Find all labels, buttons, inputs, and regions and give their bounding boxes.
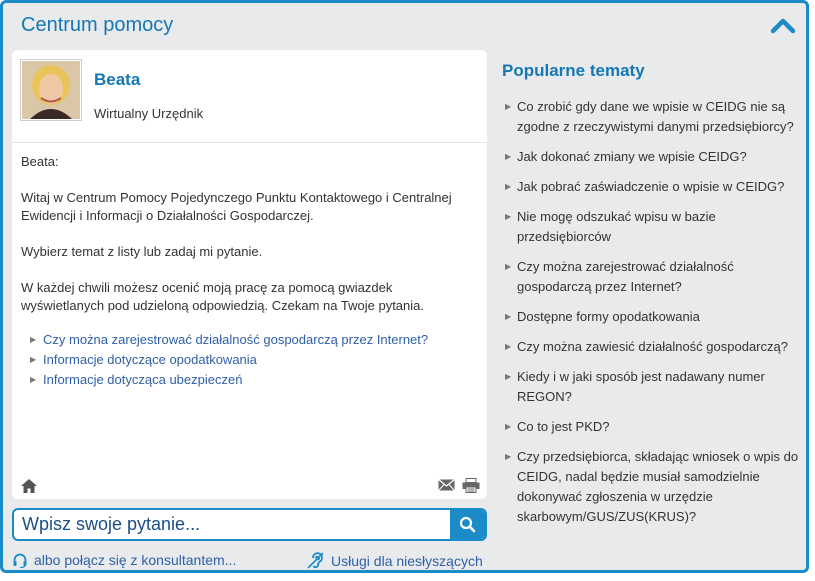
search-icon [450,510,485,539]
chat-message: W każdej chwili możesz ocenić moją pracę za pomocą gwiazdek wyświetlanych pod udzieloną odpowiedzią. Czekam na Twoje pytania. [21,280,424,313]
topic-label: Czy przedsiębiorca, składając wniosek o wpis do CEIDG, nadal będzie musiał samodzielnie dokonywać zgłoszenia w urzędzie skarbowym/GUS/ZUS(KRUS)? [517,449,799,524]
question-input[interactable] [14,510,450,539]
list-item [21,330,476,350]
deaf-services-label: Usługi dla niesłyszących [331,553,483,569]
topic-item[interactable] [502,97,802,137]
chevron-up-icon [768,13,798,37]
topic-item[interactable] [502,307,802,327]
arrow-right-icon: ▶ [505,312,512,321]
envelope-icon [438,479,455,491]
printer-icon [462,478,480,493]
topic-label: Co zrobić gdy dane we wpisie w CEIDG nie są zgodne z rzeczywistymi danymi przedsiębiorcy? [517,99,794,134]
topic-item[interactable] [502,147,802,167]
email-button[interactable] [438,479,455,491]
topic-item[interactable] [502,177,802,197]
print-button[interactable] [462,478,480,493]
chat-message: Wybierz temat z listy lub zadaj mi pytanie. [21,244,263,259]
chat-message: Witaj w Centrum Pomocy Pojedynczego Punktu Kontaktowego i Centralnej Ewidencji i Informacji o Działalności Gospodarczej. [21,190,452,223]
popular-topics-title: Popularne tematy [502,61,645,80]
suggested-link[interactable]: Czy można zarejestrować działalność gospodarczą przez Internet? [43,332,429,347]
popular-topics-list [502,97,802,537]
arrow-right-icon: ▶ [30,375,37,384]
search-button[interactable] [450,510,485,539]
connect-consultant-link[interactable] [12,552,236,568]
topic-item[interactable] [502,447,802,527]
suggested-links [21,330,476,390]
arrow-right-icon: ▶ [30,335,37,344]
arrow-right-icon: ▶ [30,355,37,364]
topic-item[interactable] [502,417,802,437]
widget-title: Centrum pomocy [21,14,174,36]
agent-name: Beata [94,70,141,89]
agent-header [12,50,487,143]
topic-item[interactable] [502,207,802,247]
arrow-right-icon: ▶ [505,102,512,111]
list-item [21,370,476,390]
arrow-right-icon: ▶ [505,372,512,381]
topic-item[interactable] [502,257,802,297]
collapse-button[interactable] [768,13,798,37]
headset-icon [12,552,28,568]
topic-label: Kiedy i w jaki sposób jest nadawany numer REGON? [517,369,765,404]
arrow-right-icon: ▶ [505,422,512,431]
home-icon [20,478,38,494]
topic-item[interactable] [502,367,802,407]
arrow-right-icon: ▶ [505,262,512,271]
list-item [21,350,476,370]
suggested-link[interactable]: Informacje dotyczące opodatkowania [43,352,257,367]
arrow-right-icon: ▶ [505,452,512,461]
deaf-services-link[interactable] [307,552,483,569]
home-button[interactable] [20,478,38,494]
chat-panel [12,50,487,499]
arrow-right-icon: ▶ [505,342,512,351]
agent-photo-icon [22,61,80,119]
chat-messages [21,153,476,390]
consult-label: albo połącz się z konsultantem... [34,552,237,568]
topic-label: Dostępne formy opodatkowania [517,309,700,324]
hearing-impaired-icon [307,552,325,569]
suggested-link[interactable]: Informacje dotycząca ubezpieczeń [43,372,243,387]
topic-label: Czy można zawiesić działalność gospodarczą? [517,339,788,354]
topic-item[interactable] [502,337,802,357]
question-search-box [12,508,487,541]
avatar [20,59,82,121]
topic-label: Nie mogę odszukać wpisu w bazie przedsiębiorców [517,209,716,244]
topic-label: Co to jest PKD? [517,419,610,434]
arrow-right-icon: ▶ [505,182,512,191]
agent-role: Wirtualny Urzędnik [94,106,204,121]
topic-label: Jak dokonać zmiany we wpisie CEIDG? [517,149,747,164]
topic-label: Czy można zarejestrować działalność gospodarczą przez Internet? [517,259,734,294]
arrow-right-icon: ▶ [505,152,512,161]
topic-label: Jak pobrać zaświadczenie o wpisie w CEIDG? [517,179,785,194]
arrow-right-icon: ▶ [505,212,512,221]
chat-speaker: Beata: [21,154,59,169]
